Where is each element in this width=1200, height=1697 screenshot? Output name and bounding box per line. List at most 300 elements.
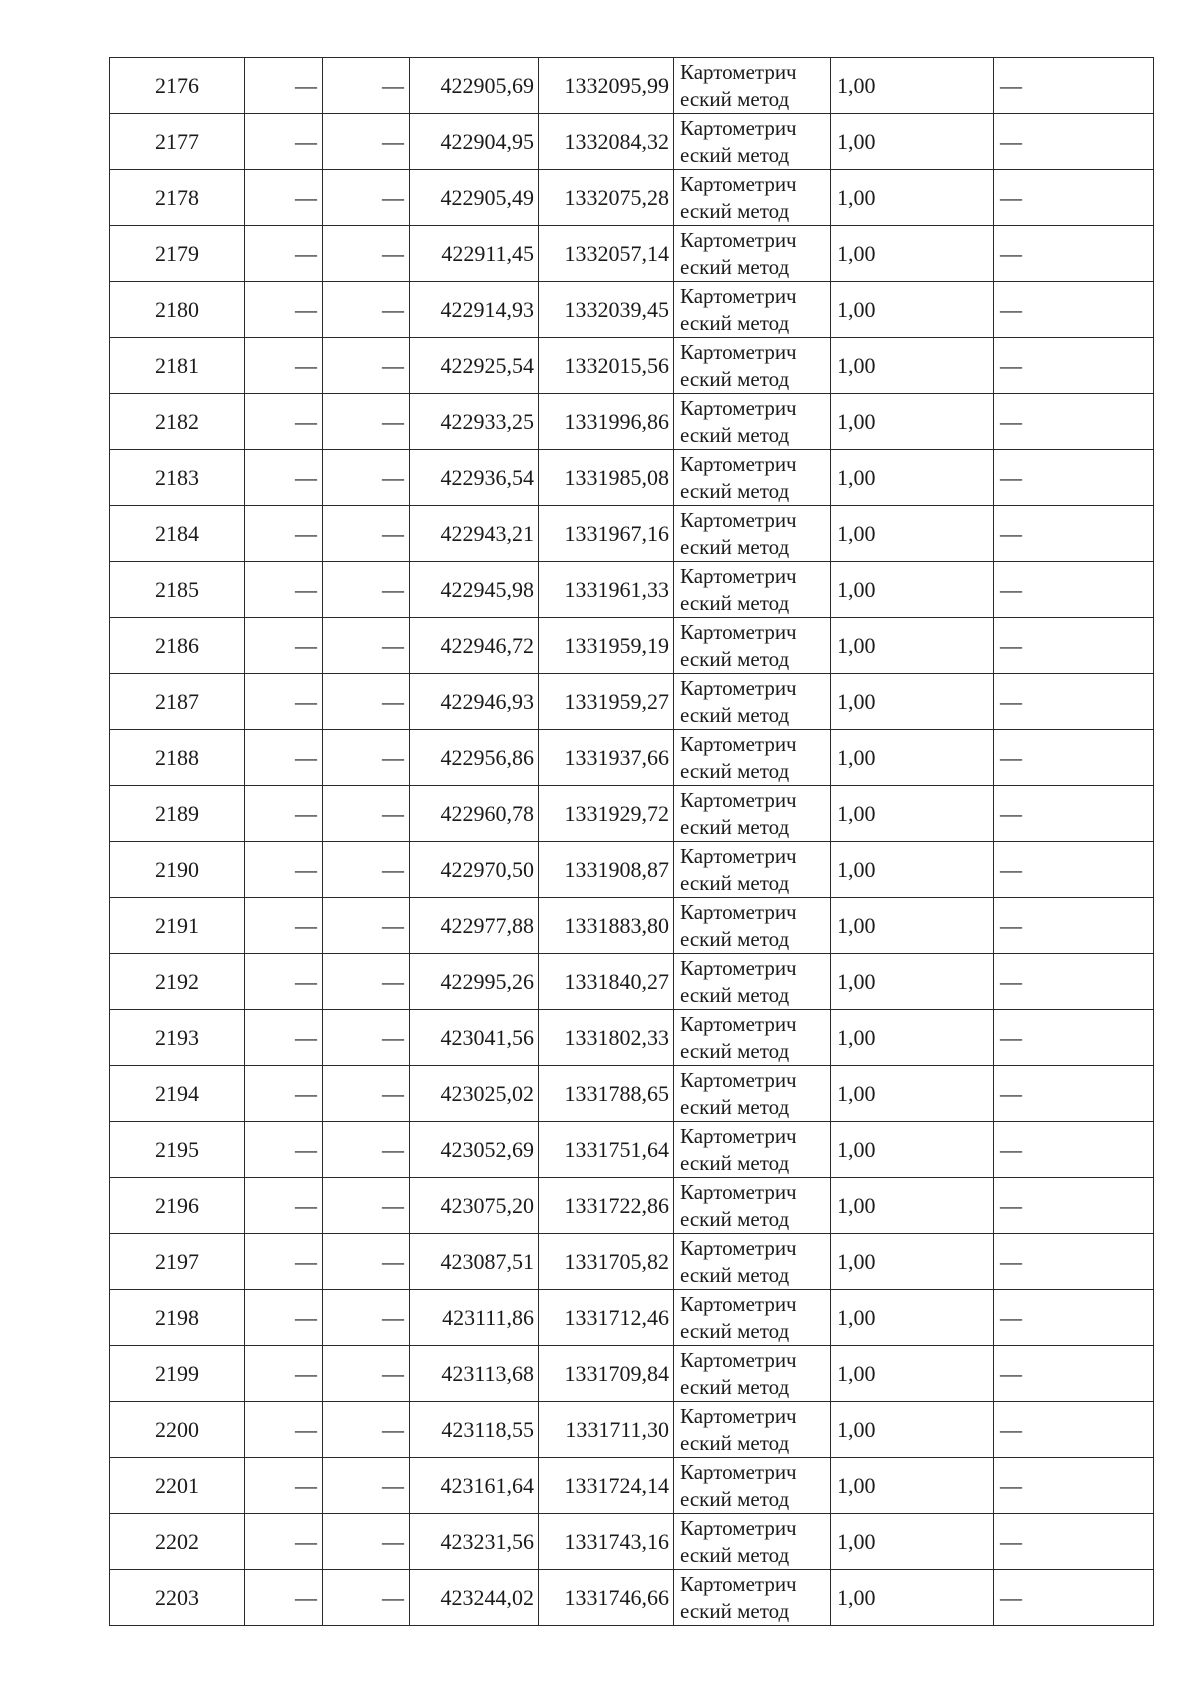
empty-dash-cell-b: —	[323, 786, 410, 842]
empty-dash-cell-b: —	[323, 58, 410, 114]
point-number-cell: 2203	[110, 1570, 245, 1626]
accuracy-cell: 1,00	[831, 1514, 994, 1570]
point-number-cell: 2185	[110, 562, 245, 618]
empty-dash-cell-c: —	[994, 842, 1154, 898]
empty-dash-cell-b: —	[323, 282, 410, 338]
empty-dash-cell-c: —	[994, 730, 1154, 786]
empty-dash-cell-b: —	[323, 1402, 410, 1458]
method-cell	[674, 1290, 831, 1346]
method-text-line-1: Картометрич	[680, 1403, 797, 1428]
point-number-cell: 2193	[110, 1010, 245, 1066]
method-cell	[674, 1178, 831, 1234]
accuracy-cell: 1,00	[831, 1346, 994, 1402]
table-row	[110, 282, 1154, 338]
y-coordinate-cell: 1331712,46	[539, 1290, 674, 1346]
table-row	[110, 58, 1154, 114]
method-text-line-1: Картометрич	[680, 1291, 797, 1316]
accuracy-cell: 1,00	[831, 1290, 994, 1346]
empty-dash-cell-a: —	[245, 842, 323, 898]
empty-dash-cell-a: —	[245, 1290, 323, 1346]
empty-dash-cell-c: —	[994, 1402, 1154, 1458]
method-cell	[674, 954, 831, 1010]
y-coordinate-cell: 1331743,16	[539, 1514, 674, 1570]
method-text-line-2: еский метод	[680, 478, 790, 503]
empty-dash-cell-a: —	[245, 1458, 323, 1514]
empty-dash-cell-a: —	[245, 1234, 323, 1290]
method-text-line-2: еский метод	[680, 1094, 790, 1119]
y-coordinate-cell: 1331840,27	[539, 954, 674, 1010]
method-cell	[674, 1122, 831, 1178]
x-coordinate-cell: 422905,49	[410, 170, 539, 226]
accuracy-cell: 1,00	[831, 1066, 994, 1122]
method-text-line-1: Картометрич	[680, 1235, 797, 1260]
method-cell	[674, 1570, 831, 1626]
x-coordinate-cell: 423231,56	[410, 1514, 539, 1570]
x-coordinate-cell: 423025,02	[410, 1066, 539, 1122]
empty-dash-cell-c: —	[994, 1570, 1154, 1626]
accuracy-cell: 1,00	[831, 954, 994, 1010]
method-text-line-2: еский метод	[680, 1262, 790, 1287]
point-number-cell: 2200	[110, 1402, 245, 1458]
x-coordinate-cell: 422977,88	[410, 898, 539, 954]
method-text-line-2: еский метод	[680, 814, 790, 839]
point-number-cell: 2187	[110, 674, 245, 730]
point-number-cell: 2183	[110, 450, 245, 506]
method-text-line-2: еский метод	[680, 1150, 790, 1175]
y-coordinate-cell: 1331709,84	[539, 1346, 674, 1402]
empty-dash-cell-c: —	[994, 1290, 1154, 1346]
table-row	[110, 1402, 1154, 1458]
method-text-line-1: Картометрич	[680, 619, 797, 644]
y-coordinate-cell: 1331959,27	[539, 674, 674, 730]
point-number-cell: 2201	[110, 1458, 245, 1514]
method-text-line-2: еский метод	[680, 702, 790, 727]
method-text-line-2: еский метод	[680, 758, 790, 783]
accuracy-cell: 1,00	[831, 1234, 994, 1290]
method-cell	[674, 1514, 831, 1570]
table-row	[110, 506, 1154, 562]
table-row	[110, 1514, 1154, 1570]
empty-dash-cell-c: —	[994, 1234, 1154, 1290]
method-text-line-2: еский метод	[680, 1206, 790, 1231]
method-text-line-2: еский метод	[680, 1374, 790, 1399]
empty-dash-cell-a: —	[245, 1178, 323, 1234]
y-coordinate-cell: 1331722,86	[539, 1178, 674, 1234]
empty-dash-cell-b: —	[323, 1290, 410, 1346]
method-cell	[674, 898, 831, 954]
method-text-line-1: Картометрич	[680, 507, 797, 532]
method-cell	[674, 730, 831, 786]
empty-dash-cell-b: —	[323, 674, 410, 730]
empty-dash-cell-c: —	[994, 618, 1154, 674]
method-cell	[674, 674, 831, 730]
empty-dash-cell-a: —	[245, 338, 323, 394]
point-number-cell: 2179	[110, 226, 245, 282]
table-row	[110, 226, 1154, 282]
method-cell	[674, 58, 831, 114]
empty-dash-cell-c: —	[994, 898, 1154, 954]
empty-dash-cell-b: —	[323, 226, 410, 282]
y-coordinate-cell: 1332084,32	[539, 114, 674, 170]
x-coordinate-cell: 422943,21	[410, 506, 539, 562]
point-number-cell: 2202	[110, 1514, 245, 1570]
point-number-cell: 2192	[110, 954, 245, 1010]
method-text-line-1: Картометрич	[680, 1179, 797, 1204]
empty-dash-cell-a: —	[245, 1066, 323, 1122]
empty-dash-cell-a: —	[245, 450, 323, 506]
empty-dash-cell-a: —	[245, 674, 323, 730]
method-text-line-1: Картометрич	[680, 395, 797, 420]
empty-dash-cell-a: —	[245, 170, 323, 226]
empty-dash-cell-c: —	[994, 1066, 1154, 1122]
empty-dash-cell-c: —	[994, 1458, 1154, 1514]
empty-dash-cell-a: —	[245, 226, 323, 282]
x-coordinate-cell: 422905,69	[410, 58, 539, 114]
table-row	[110, 450, 1154, 506]
method-text-line-2: еский метод	[680, 1038, 790, 1063]
method-text-line-1: Картометрич	[680, 1011, 797, 1036]
empty-dash-cell-a: —	[245, 730, 323, 786]
table-row	[110, 954, 1154, 1010]
method-cell	[674, 226, 831, 282]
accuracy-cell: 1,00	[831, 226, 994, 282]
y-coordinate-cell: 1331711,30	[539, 1402, 674, 1458]
x-coordinate-cell: 422933,25	[410, 394, 539, 450]
table-row	[110, 1458, 1154, 1514]
x-coordinate-cell: 422970,50	[410, 842, 539, 898]
accuracy-cell: 1,00	[831, 898, 994, 954]
empty-dash-cell-c: —	[994, 954, 1154, 1010]
empty-dash-cell-a: —	[245, 562, 323, 618]
accuracy-cell: 1,00	[831, 842, 994, 898]
empty-dash-cell-a: —	[245, 954, 323, 1010]
y-coordinate-cell: 1332015,56	[539, 338, 674, 394]
point-number-cell: 2191	[110, 898, 245, 954]
method-cell	[674, 394, 831, 450]
empty-dash-cell-c: —	[994, 394, 1154, 450]
x-coordinate-cell: 422911,45	[410, 226, 539, 282]
empty-dash-cell-a: —	[245, 394, 323, 450]
method-text-line-2: еский метод	[680, 254, 790, 279]
method-text-line-1: Картометрич	[680, 1347, 797, 1372]
method-text-line-2: еский метод	[680, 198, 790, 223]
method-cell	[674, 1402, 831, 1458]
method-text-line-1: Картометрич	[680, 115, 797, 140]
x-coordinate-cell: 423244,02	[410, 1570, 539, 1626]
method-cell	[674, 1458, 831, 1514]
empty-dash-cell-a: —	[245, 58, 323, 114]
point-number-cell: 2180	[110, 282, 245, 338]
y-coordinate-cell: 1331746,66	[539, 1570, 674, 1626]
method-text-line-2: еский метод	[680, 310, 790, 335]
accuracy-cell: 1,00	[831, 1402, 994, 1458]
x-coordinate-cell: 422956,86	[410, 730, 539, 786]
y-coordinate-cell: 1331883,80	[539, 898, 674, 954]
method-cell	[674, 450, 831, 506]
empty-dash-cell-c: —	[994, 1514, 1154, 1570]
empty-dash-cell-c: —	[994, 786, 1154, 842]
point-number-cell: 2190	[110, 842, 245, 898]
x-coordinate-cell: 422995,26	[410, 954, 539, 1010]
method-text-line-2: еский метод	[680, 534, 790, 559]
method-cell	[674, 1066, 831, 1122]
method-cell	[674, 842, 831, 898]
empty-dash-cell-c: —	[994, 674, 1154, 730]
table-row	[110, 394, 1154, 450]
table-row	[110, 1346, 1154, 1402]
accuracy-cell: 1,00	[831, 618, 994, 674]
x-coordinate-cell: 422946,93	[410, 674, 539, 730]
empty-dash-cell-b: —	[323, 450, 410, 506]
y-coordinate-cell: 1332039,45	[539, 282, 674, 338]
empty-dash-cell-b: —	[323, 618, 410, 674]
point-number-cell: 2196	[110, 1178, 245, 1234]
table-row	[110, 1290, 1154, 1346]
x-coordinate-cell: 423075,20	[410, 1178, 539, 1234]
point-number-cell: 2194	[110, 1066, 245, 1122]
table-row	[110, 562, 1154, 618]
method-text-line-1: Картометрич	[680, 451, 797, 476]
accuracy-cell: 1,00	[831, 506, 994, 562]
empty-dash-cell-a: —	[245, 1122, 323, 1178]
table-row	[110, 1234, 1154, 1290]
method-cell	[674, 506, 831, 562]
accuracy-cell: 1,00	[831, 114, 994, 170]
empty-dash-cell-a: —	[245, 506, 323, 562]
point-number-cell: 2189	[110, 786, 245, 842]
empty-dash-cell-b: —	[323, 1122, 410, 1178]
method-text-line-1: Картометрич	[680, 675, 797, 700]
table-row	[110, 114, 1154, 170]
method-text-line-1: Картометрич	[680, 283, 797, 308]
accuracy-cell: 1,00	[831, 450, 994, 506]
method-text-line-1: Картометрич	[680, 227, 797, 252]
point-number-cell: 2188	[110, 730, 245, 786]
method-text-line-2: еский метод	[680, 1430, 790, 1455]
empty-dash-cell-c: —	[994, 1010, 1154, 1066]
x-coordinate-cell: 422960,78	[410, 786, 539, 842]
empty-dash-cell-a: —	[245, 1570, 323, 1626]
empty-dash-cell-b: —	[323, 1570, 410, 1626]
method-text-line-1: Картометрич	[680, 843, 797, 868]
table-row	[110, 1010, 1154, 1066]
point-number-cell: 2178	[110, 170, 245, 226]
method-text-line-1: Картометрич	[680, 563, 797, 588]
empty-dash-cell-c: —	[994, 170, 1154, 226]
empty-dash-cell-a: —	[245, 1346, 323, 1402]
empty-dash-cell-a: —	[245, 618, 323, 674]
method-text-line-2: еский метод	[680, 926, 790, 951]
accuracy-cell: 1,00	[831, 674, 994, 730]
point-number-cell: 2182	[110, 394, 245, 450]
y-coordinate-cell: 1331967,16	[539, 506, 674, 562]
y-coordinate-cell: 1331802,33	[539, 1010, 674, 1066]
x-coordinate-cell: 422946,72	[410, 618, 539, 674]
empty-dash-cell-a: —	[245, 898, 323, 954]
empty-dash-cell-b: —	[323, 1346, 410, 1402]
y-coordinate-cell: 1331961,33	[539, 562, 674, 618]
point-number-cell: 2198	[110, 1290, 245, 1346]
accuracy-cell: 1,00	[831, 282, 994, 338]
method-cell	[674, 618, 831, 674]
empty-dash-cell-b: —	[323, 506, 410, 562]
x-coordinate-cell: 422945,98	[410, 562, 539, 618]
y-coordinate-cell: 1331959,19	[539, 618, 674, 674]
y-coordinate-cell: 1331937,66	[539, 730, 674, 786]
point-number-cell: 2195	[110, 1122, 245, 1178]
empty-dash-cell-b: —	[323, 1234, 410, 1290]
empty-dash-cell-c: —	[994, 450, 1154, 506]
y-coordinate-cell: 1331985,08	[539, 450, 674, 506]
empty-dash-cell-a: —	[245, 114, 323, 170]
empty-dash-cell-c: —	[994, 506, 1154, 562]
x-coordinate-cell: 422914,93	[410, 282, 539, 338]
point-number-cell: 2176	[110, 58, 245, 114]
method-text-line-1: Картометрич	[680, 1459, 797, 1484]
x-coordinate-cell: 423118,55	[410, 1402, 539, 1458]
point-number-cell: 2199	[110, 1346, 245, 1402]
empty-dash-cell-a: —	[245, 282, 323, 338]
method-text-line-2: еский метод	[680, 1318, 790, 1343]
empty-dash-cell-a: —	[245, 786, 323, 842]
x-coordinate-cell: 423052,69	[410, 1122, 539, 1178]
method-text-line-2: еский метод	[680, 366, 790, 391]
accuracy-cell: 1,00	[831, 1178, 994, 1234]
empty-dash-cell-b: —	[323, 898, 410, 954]
empty-dash-cell-c: —	[994, 226, 1154, 282]
empty-dash-cell-b: —	[323, 170, 410, 226]
accuracy-cell: 1,00	[831, 170, 994, 226]
method-cell	[674, 1010, 831, 1066]
method-text-line-2: еский метод	[680, 646, 790, 671]
method-cell	[674, 170, 831, 226]
table-row	[110, 170, 1154, 226]
empty-dash-cell-b: —	[323, 1458, 410, 1514]
empty-dash-cell-c: —	[994, 562, 1154, 618]
method-text-line-1: Картометрич	[680, 1515, 797, 1540]
accuracy-cell: 1,00	[831, 1570, 994, 1626]
accuracy-cell: 1,00	[831, 562, 994, 618]
x-coordinate-cell: 423113,68	[410, 1346, 539, 1402]
accuracy-cell: 1,00	[831, 338, 994, 394]
table-row	[110, 730, 1154, 786]
accuracy-cell: 1,00	[831, 1122, 994, 1178]
method-text-line-2: еский метод	[680, 86, 790, 111]
x-coordinate-cell: 422904,95	[410, 114, 539, 170]
point-number-cell: 2177	[110, 114, 245, 170]
method-text-line-2: еский метод	[680, 142, 790, 167]
empty-dash-cell-a: —	[245, 1514, 323, 1570]
y-coordinate-cell: 1331929,72	[539, 786, 674, 842]
y-coordinate-cell: 1331724,14	[539, 1458, 674, 1514]
method-text-line-1: Картометрич	[680, 787, 797, 812]
table-row	[110, 786, 1154, 842]
x-coordinate-cell: 423111,86	[410, 1290, 539, 1346]
method-text-line-2: еский метод	[680, 422, 790, 447]
accuracy-cell: 1,00	[831, 394, 994, 450]
empty-dash-cell-b: —	[323, 1178, 410, 1234]
point-number-cell: 2184	[110, 506, 245, 562]
y-coordinate-cell: 1332057,14	[539, 226, 674, 282]
method-cell	[674, 786, 831, 842]
point-number-cell: 2197	[110, 1234, 245, 1290]
empty-dash-cell-c: —	[994, 1122, 1154, 1178]
method-text-line-1: Картометрич	[680, 955, 797, 980]
empty-dash-cell-b: —	[323, 842, 410, 898]
table-row	[110, 1570, 1154, 1626]
x-coordinate-cell: 423161,64	[410, 1458, 539, 1514]
y-coordinate-cell: 1331705,82	[539, 1234, 674, 1290]
accuracy-cell: 1,00	[831, 786, 994, 842]
method-text-line-1: Картометрич	[680, 1067, 797, 1092]
table-body	[110, 58, 1154, 1626]
x-coordinate-cell: 423087,51	[410, 1234, 539, 1290]
empty-dash-cell-b: —	[323, 954, 410, 1010]
empty-dash-cell-b: —	[323, 394, 410, 450]
empty-dash-cell-b: —	[323, 338, 410, 394]
point-number-cell: 2186	[110, 618, 245, 674]
y-coordinate-cell: 1332075,28	[539, 170, 674, 226]
method-cell	[674, 1346, 831, 1402]
method-text-line-2: еский метод	[680, 870, 790, 895]
y-coordinate-cell: 1332095,99	[539, 58, 674, 114]
y-coordinate-cell: 1331996,86	[539, 394, 674, 450]
point-number-cell: 2181	[110, 338, 245, 394]
empty-dash-cell-b: —	[323, 730, 410, 786]
method-cell	[674, 562, 831, 618]
method-cell	[674, 114, 831, 170]
empty-dash-cell-a: —	[245, 1402, 323, 1458]
method-text-line-1: Картометрич	[680, 731, 797, 756]
table-row	[110, 674, 1154, 730]
table-row	[110, 842, 1154, 898]
empty-dash-cell-c: —	[994, 338, 1154, 394]
table-row	[110, 898, 1154, 954]
method-text-line-2: еский метод	[680, 1542, 790, 1567]
table-row	[110, 338, 1154, 394]
method-cell	[674, 338, 831, 394]
y-coordinate-cell: 1331751,64	[539, 1122, 674, 1178]
y-coordinate-cell: 1331788,65	[539, 1066, 674, 1122]
empty-dash-cell-b: —	[323, 1066, 410, 1122]
method-text-line-2: еский метод	[680, 982, 790, 1007]
table-row	[110, 1122, 1154, 1178]
empty-dash-cell-c: —	[994, 114, 1154, 170]
empty-dash-cell-b: —	[323, 562, 410, 618]
empty-dash-cell-c: —	[994, 282, 1154, 338]
method-text-line-1: Картометрич	[680, 1123, 797, 1148]
empty-dash-cell-b: —	[323, 1010, 410, 1066]
x-coordinate-cell: 422936,54	[410, 450, 539, 506]
method-text-line-2: еский метод	[680, 1598, 790, 1623]
y-coordinate-cell: 1331908,87	[539, 842, 674, 898]
accuracy-cell: 1,00	[831, 1010, 994, 1066]
accuracy-cell: 1,00	[831, 730, 994, 786]
table-row	[110, 1066, 1154, 1122]
method-text-line-1: Картометрич	[680, 59, 797, 84]
method-cell	[674, 1234, 831, 1290]
method-text-line-1: Картометрич	[680, 339, 797, 364]
method-cell	[674, 282, 831, 338]
accuracy-cell: 1,00	[831, 58, 994, 114]
table-row	[110, 1178, 1154, 1234]
empty-dash-cell-a: —	[245, 1010, 323, 1066]
empty-dash-cell-b: —	[323, 1514, 410, 1570]
table-row	[110, 618, 1154, 674]
empty-dash-cell-b: —	[323, 114, 410, 170]
method-text-line-2: еский метод	[680, 590, 790, 615]
empty-dash-cell-c: —	[994, 1178, 1154, 1234]
